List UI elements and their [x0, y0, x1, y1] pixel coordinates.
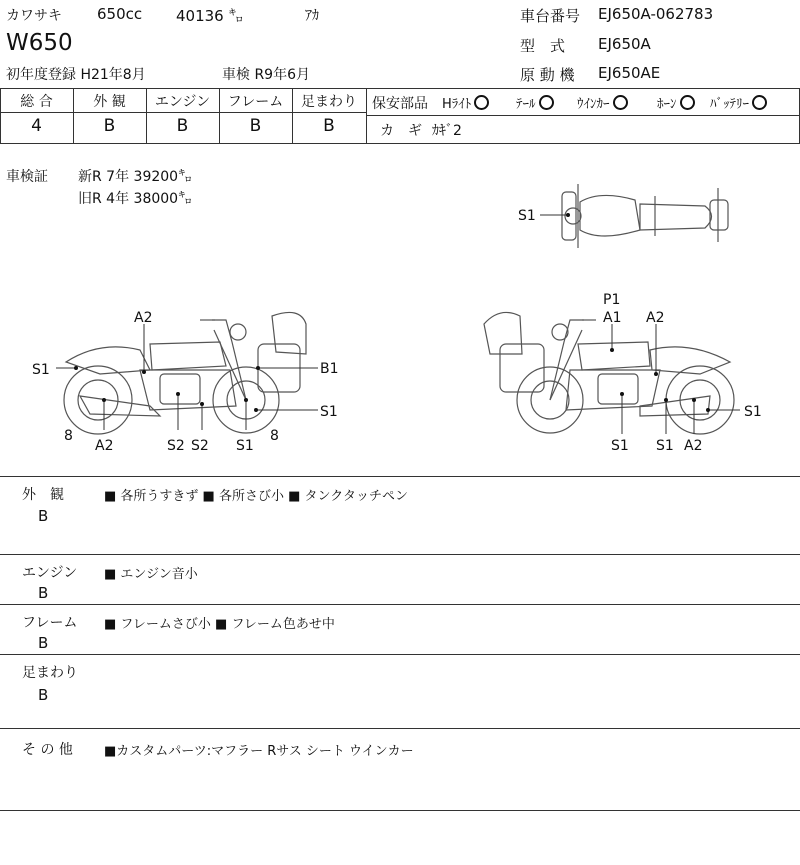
grade-engine: B: [176, 116, 189, 136]
color: ｱｶ: [305, 8, 319, 24]
grade-header-exterior: 外 観: [93, 94, 126, 110]
inspection-date: 車検 R9年6月: [222, 67, 310, 83]
type-value: EJ650A: [598, 35, 651, 53]
ok-circle-icon: [539, 95, 554, 110]
model-name: W650: [6, 30, 73, 56]
remark-text-engine: ■ エンジン音小: [104, 567, 198, 582]
remark-grade-engine: B: [38, 584, 49, 602]
maker: カワサキ: [6, 8, 62, 24]
part-horn: ﾎｰﾝ: [657, 93, 695, 112]
divider: [0, 88, 800, 89]
damage-diagram: [0, 144, 800, 476]
tag-left-8-rear: 8: [270, 428, 279, 444]
part-headlight: Hﾗｲﾄ: [442, 93, 489, 112]
grade-suspension: B: [323, 116, 335, 136]
part-tail: ﾃｰﾙ: [516, 93, 554, 112]
tag-top-s1: S1: [518, 208, 536, 224]
tag-right-s1-rear: S1: [744, 404, 762, 420]
tag-right-a2-top: A2: [646, 310, 665, 326]
remark-grade-frame: B: [38, 634, 49, 652]
first-registration: 初年度登録 H21年8月: [6, 67, 146, 83]
bike-top-view: [540, 184, 728, 248]
grade-header-overall: 総 合: [20, 94, 53, 110]
remark-label-suspension: 足まわり: [22, 665, 78, 681]
frame-no-label: 車台番号: [520, 7, 581, 25]
cert-new: 新R 7年 39200㌔: [78, 169, 193, 185]
key-label: カ ギ: [380, 123, 422, 139]
tag-left-8-front: 8: [64, 428, 73, 444]
ok-circle-icon: [613, 95, 628, 110]
mileage: 40136 ㌔: [176, 7, 244, 25]
displacement: 650cc: [97, 5, 143, 23]
tag-left-s1-front: S1: [32, 362, 50, 378]
bike-left-view: [64, 312, 306, 434]
tag-left-s1-bottom: S1: [236, 438, 254, 454]
grade-header-frame: フレーム: [227, 94, 284, 110]
ok-circle-icon: [680, 95, 695, 110]
divider: [0, 112, 366, 113]
remark-label-engine: エンジン: [22, 565, 78, 581]
tag-left-a2-top: A2: [134, 310, 153, 326]
remark-text-other: ■カスタムパーツ:マフラー Rサス シート ウインカー: [104, 744, 414, 759]
tag-left-s2-b: S2: [191, 438, 209, 454]
remark-label-exterior: 外 観: [22, 487, 64, 503]
bike-right-view: [484, 312, 734, 434]
remark-text-exterior: ■ 各所うすきず ■ 各所さび小 ■ タンクタッチペン: [104, 489, 408, 504]
part-winker: ｳｲﾝｶｰ: [577, 93, 628, 112]
key-value: ｶｷﾞ2: [432, 123, 462, 139]
tag-left-b1: B1: [320, 361, 339, 377]
divider: [366, 115, 800, 116]
parts-label: 保安部品: [372, 96, 428, 112]
grade-overall: 4: [31, 116, 42, 136]
tag-right-s1-a: S1: [611, 438, 629, 454]
grade-header-engine: エンジン: [154, 94, 211, 110]
remark-text-frame: ■ フレームさび小 ■ フレーム色あせ中: [104, 617, 335, 632]
cert-label: 車検証: [6, 169, 48, 185]
tag-right-s1-b: S1: [656, 438, 674, 454]
type-label: 型 式: [520, 37, 566, 55]
tag-left-s2-a: S2: [167, 438, 185, 454]
remark-label-other: そ の 他: [22, 742, 73, 758]
remark-grade-exterior: B: [38, 507, 49, 525]
leader-lines-right: [610, 324, 740, 434]
tag-left-a2-bottom: A2: [95, 438, 114, 454]
engine-label: 原 動 機: [520, 66, 575, 84]
grade-header-suspension: 足まわり: [301, 94, 357, 110]
cert-old: 旧R 4年 38000㌔: [78, 191, 193, 207]
ok-circle-icon: [752, 95, 767, 110]
tag-right-a1: A1: [603, 310, 622, 326]
tag-left-s1-rear: S1: [320, 404, 338, 420]
tag-right-a2-bottom: A2: [684, 438, 703, 454]
remark-label-frame: フレーム: [22, 615, 78, 631]
engine-value: EJ650AE: [598, 64, 661, 82]
grade-exterior: B: [103, 116, 116, 136]
remark-grade-suspension: B: [38, 686, 49, 704]
part-battery: ﾊﾞｯﾃﾘｰ: [710, 93, 767, 112]
ok-circle-icon: [474, 95, 489, 110]
frame-no: EJ650A-062783: [598, 5, 714, 23]
grade-frame: B: [249, 116, 262, 136]
tag-right-p1: P1: [603, 292, 621, 308]
